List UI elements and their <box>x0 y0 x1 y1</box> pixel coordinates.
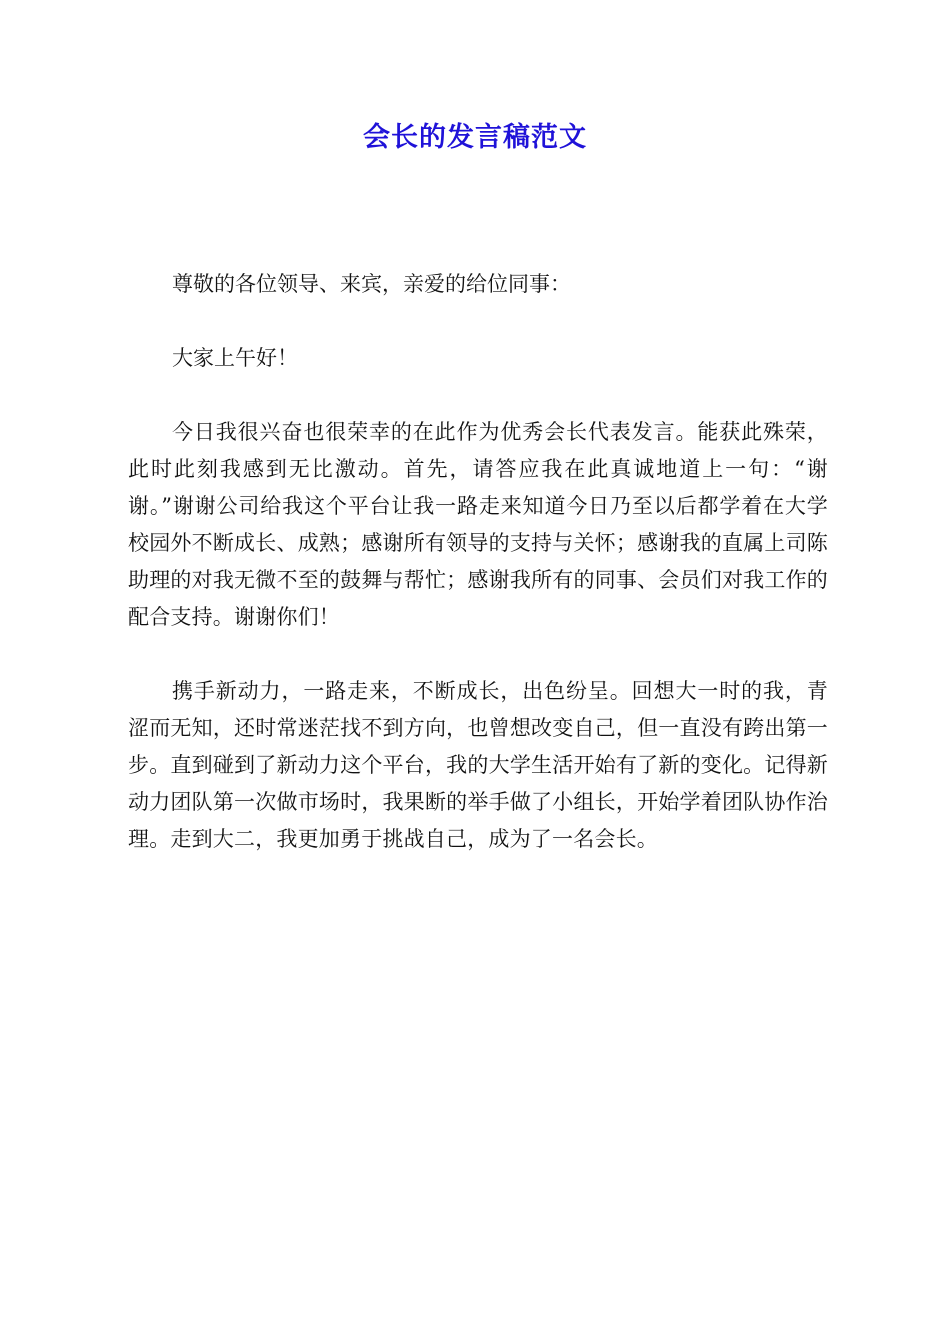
document-body <box>128 266 828 895</box>
paragraph-thanks: 今日我很兴奋也很荣幸的在此作为优秀会长代表发言。能获此殊荣，此时此刻我感到无比激动。首先，请答应我在此真诚地道上一句：“谢谢。”谢谢公司给我这个平台让我一路走来知道今日乃至以后都学着在大学校园外不断成长、成熟；感谢所有领导的支持与关怀；感谢我的直属上司陈助理的对我无微不至的鼓舞与帮忙；感谢我所有的同事、会员们对我工作的配合支持。谢谢你们！ <box>128 420 828 629</box>
paragraph-salutation: 大家上午好！ <box>172 346 298 370</box>
document-title: 会长的发言稿范文 <box>363 122 587 153</box>
paragraph-growth: 携手新动力，一路走来，不断成长，出色纷呈。回想大一时的我，青涩而无知，还时常迷茫找不到方向，也曾想改变自己，但一直没有跨出第一步。直到碰到了新动力这个平台，我的大学生活开始有了新的变化。记得新动力团队第一次做市场时，我果断的举手做了小组长，开始学着团队协作治理。走到大二，我更加勇于挑战自己，成为了一名会长。 <box>128 679 828 851</box>
paragraph-greeting: 尊敬的各位领导、来宾，亲爱的给位同事： <box>172 272 571 296</box>
